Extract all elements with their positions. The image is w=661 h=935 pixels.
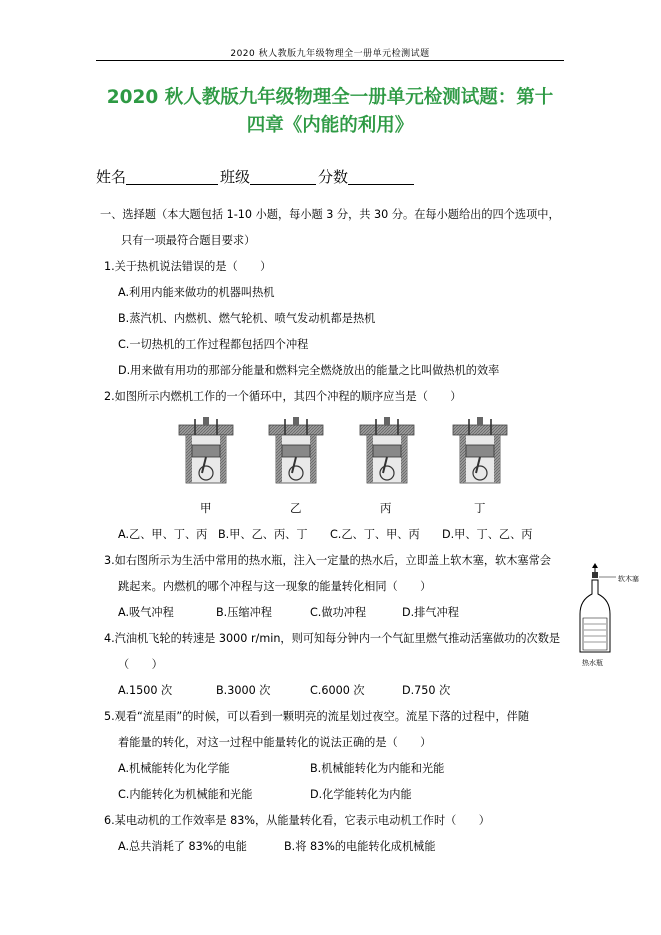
q4-option-c[interactable]: C.6000 次 xyxy=(310,684,365,697)
thermos-bottle-icon xyxy=(580,580,610,652)
header-rule xyxy=(96,60,564,61)
student-info-row xyxy=(96,166,416,187)
q3-option-d[interactable]: D.排气冲程 xyxy=(402,606,459,619)
q4-option-b[interactable]: B.3000 次 xyxy=(216,684,271,697)
figure-label-bing: 丙 xyxy=(380,501,392,515)
document-title xyxy=(96,84,564,140)
q2-option-b[interactable]: B.甲、乙、丙、丁 xyxy=(218,528,308,541)
q2-option-c[interactable]: C.乙、丁、甲、丙 xyxy=(330,528,420,541)
question-6-stem: 6.某电动机的工作效率是 83%，从能量转化看，它表示电动机工作时（ ） xyxy=(104,814,490,827)
name-label: 姓名 xyxy=(96,168,127,186)
q1-option-d[interactable]: D.用来做有用功的那部分能量和燃料完全燃烧放出的能量之比叫做热机的效率 xyxy=(118,364,500,377)
thermos-label-cork: 软木塞 xyxy=(618,575,639,583)
q5-option-b[interactable]: B.机械能转化为内能和光能 xyxy=(310,762,445,775)
q4-option-d[interactable]: D.750 次 xyxy=(402,684,451,697)
q3-option-c[interactable]: C.做功冲程 xyxy=(310,606,367,619)
title-line-1: 2020 秋人教版九年级物理全一册单元检测试题：第十 xyxy=(106,87,554,108)
class-label: 班级 xyxy=(220,168,251,186)
q2-option-a[interactable]: A.乙、甲、丁、丙 xyxy=(118,528,208,541)
question-4-stem-cont: （ ） xyxy=(118,658,163,671)
question-1-stem: 1.关于热机说法错误的是（ ） xyxy=(104,260,272,273)
score-blank[interactable] xyxy=(348,169,414,185)
question-2-stem: 2.如图所示内燃机工作的一个循环中，其四个冲程的顺序应当是（ ） xyxy=(104,390,462,403)
engine-jia-icon xyxy=(179,417,233,483)
q5-option-a[interactable]: A.机械能转化为化学能 xyxy=(118,762,230,775)
question-5-stem: 5.观看“流星雨”的时候，可以看到一颗明亮的流星划过夜空。流星下落的过程中，伴随 xyxy=(104,710,530,723)
engine-bing-icon xyxy=(360,417,414,483)
q1-option-b[interactable]: B.蒸汽机、内燃机、燃气轮机、喷气发动机都是热机 xyxy=(118,312,376,325)
figure-label-ding: 丁 xyxy=(474,501,486,515)
engine-yi-icon xyxy=(269,417,323,483)
q3-option-a[interactable]: A.吸气冲程 xyxy=(118,606,174,619)
figure-label-jia: 甲 xyxy=(200,501,212,515)
question-4-stem: 4.汽油机飞轮的转速是 3000 r/min，则可知每分钟内一个气缸里燃气推动活塞做功的次数是 xyxy=(104,632,561,645)
q6-option-b[interactable]: B.将 83%的电能转化成机械能 xyxy=(284,840,436,853)
class-blank[interactable] xyxy=(250,169,316,185)
q6-option-a[interactable]: A.总共消耗了 83%的电能 xyxy=(118,840,247,853)
question-3-stem-cont: 跳起来。内燃机的哪个冲程与这一现象的能量转化相同（ ） xyxy=(118,580,432,593)
q5-option-d[interactable]: D.化学能转化为内能 xyxy=(310,788,412,801)
q1-option-c[interactable]: C.一切热机的工作过程都包括四个冲程 xyxy=(118,338,309,351)
q5-option-c[interactable]: C.内能转化为机械能和光能 xyxy=(118,788,253,801)
running-header: 2020 秋人教版九年级物理全一册单元检测试题 xyxy=(230,49,430,59)
engine-ding-icon xyxy=(453,417,507,483)
q4-option-a[interactable]: A.1500 次 xyxy=(118,684,173,697)
cork-icon xyxy=(592,572,598,578)
title-line-2: 四章《内能的利用》 xyxy=(246,115,414,136)
q3-option-b[interactable]: B.压缩冲程 xyxy=(216,606,272,619)
name-blank[interactable] xyxy=(126,169,218,185)
engine-strokes-figure xyxy=(0,415,661,515)
question-5-stem-cont: 着能量的转化，对这一过程中能量转化的说法正确的是（ ） xyxy=(118,736,432,749)
section-heading-cont: 只有一项最符合题目要求） xyxy=(121,234,256,247)
figure-label-yi: 乙 xyxy=(290,501,302,515)
thermos-label-bottle: 热水瓶 xyxy=(582,659,603,667)
section-heading: 一、选择题（本大题包括 1-10 小题，每小题 3 分，共 30 分。在每小题给出的四个选项中， xyxy=(100,208,560,221)
score-label: 分数 xyxy=(318,168,349,186)
question-3-stem: 3.如右图所示为生活中常用的热水瓶，注入一定量的热水后，立即盖上软木塞，软木塞常会 xyxy=(104,554,551,567)
q2-option-d[interactable]: D.甲、丁、乙、丙 xyxy=(442,528,533,541)
q1-option-a[interactable]: A.利用内能来做功的机器叫热机 xyxy=(118,286,275,299)
